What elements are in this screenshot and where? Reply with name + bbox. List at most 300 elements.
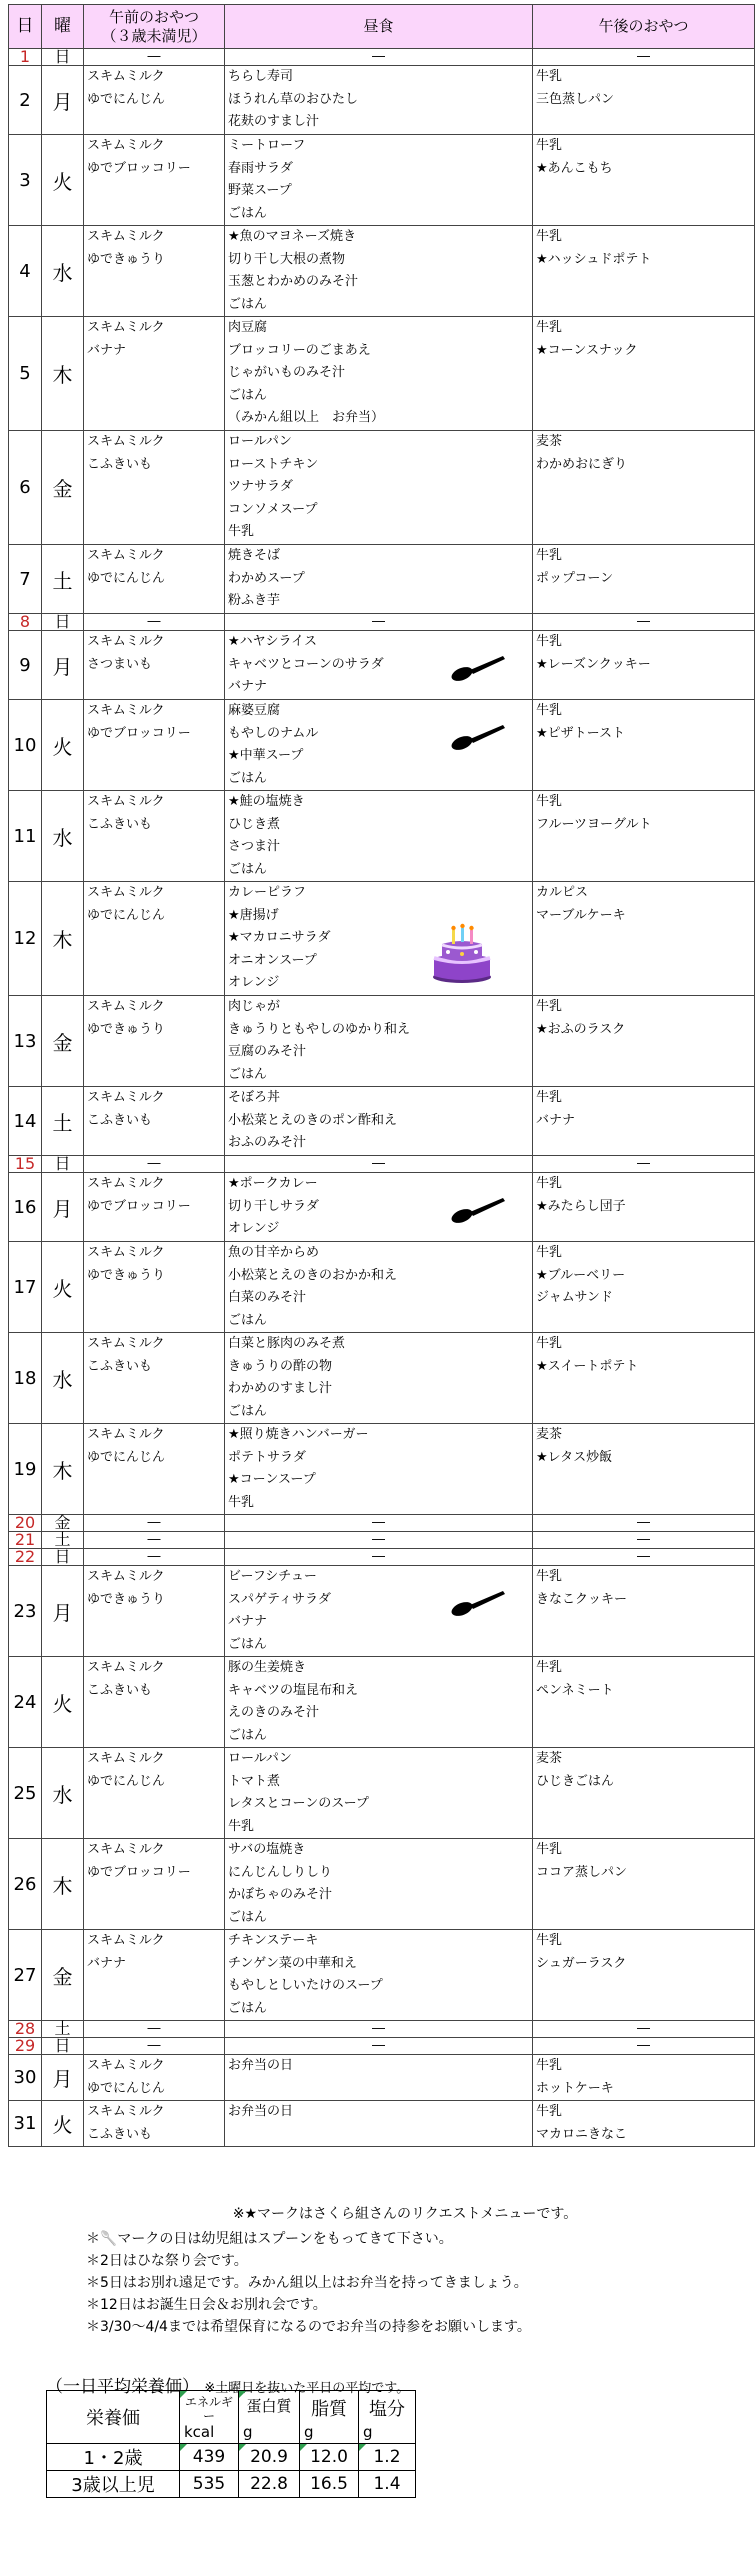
pm-snack-cell bbox=[533, 2055, 755, 2101]
lunch-cell bbox=[225, 791, 533, 882]
day-number: 5 bbox=[9, 317, 42, 431]
lunch-cell bbox=[225, 2055, 533, 2101]
lunch-cell bbox=[225, 1242, 533, 1333]
day-row bbox=[9, 317, 755, 431]
menu-item: ごはん bbox=[228, 1403, 268, 1419]
menu-item: ★マカロニサラダ bbox=[228, 930, 331, 945]
pm-snack-cell bbox=[533, 545, 755, 614]
day-number: 29 bbox=[9, 2038, 42, 2055]
menu-item: ★ハヤシライス bbox=[228, 634, 318, 649]
birthday-cake-icon bbox=[430, 922, 494, 986]
menu-item: ブロッコリーのごまあえ bbox=[228, 342, 371, 358]
lunch-dash: ― bbox=[225, 1532, 533, 1549]
menu-item: ごはん bbox=[228, 2000, 268, 2016]
menu-item: ★あんこもち bbox=[536, 160, 613, 176]
notes bbox=[60, 2203, 750, 2338]
day-number: 20 bbox=[9, 1515, 42, 1532]
header-day: 日 bbox=[9, 5, 42, 49]
nutrition-col-name: エネルギー bbox=[184, 2395, 233, 2423]
am-snack-dash: ― bbox=[84, 2038, 225, 2055]
weekday: 土 bbox=[42, 545, 84, 614]
nutrition-col-salt bbox=[359, 2391, 416, 2444]
spoon-icon bbox=[450, 1588, 506, 1618]
menu-item: ★レタス炒飯 bbox=[536, 1449, 613, 1465]
menu-item: 切り干しサラダ bbox=[228, 1198, 319, 1214]
pm-snack-cell bbox=[533, 1748, 755, 1839]
menu-item: 牛乳 bbox=[228, 1818, 255, 1834]
menu-item: ひじきごはん bbox=[536, 1773, 615, 1789]
menu-item: 肉じゃが bbox=[228, 999, 281, 1014]
menu-item: シュガーラスク bbox=[536, 1955, 627, 1971]
menu-item: 牛乳 bbox=[536, 1245, 563, 1260]
nutrition-col-unit: g bbox=[243, 2423, 253, 2441]
weekday: 月 bbox=[42, 66, 84, 135]
day-number: 23 bbox=[9, 1566, 42, 1657]
am-snack-cell bbox=[84, 1173, 225, 1242]
day-number: 10 bbox=[9, 700, 42, 791]
menu-item: 小松菜とえのきのおかか和え bbox=[228, 1267, 398, 1283]
day-number: 31 bbox=[9, 2101, 42, 2147]
pm-snack-cell bbox=[533, 1839, 755, 1930]
menu-item: ゆでにんじん bbox=[87, 570, 166, 586]
menu-item: スキムミルク bbox=[87, 320, 165, 335]
day-row bbox=[9, 431, 755, 545]
lunch-cell bbox=[225, 700, 533, 791]
spoon-icon bbox=[450, 1195, 506, 1225]
weekday: 日 bbox=[42, 2038, 84, 2055]
nutrition-col-protein bbox=[239, 2391, 300, 2444]
menu-item: ローストチキン bbox=[228, 456, 319, 472]
note-line: ＊3/30～4/4までは希望保育になるのでお弁当の持参をお願いします。 bbox=[86, 2319, 531, 2335]
pm-snack-dash: ― bbox=[533, 49, 755, 66]
weekday: 月 bbox=[42, 1566, 84, 1657]
menu-item: スキムミルク bbox=[87, 1336, 165, 1351]
pm-snack-cell bbox=[533, 631, 755, 700]
menu-item: オレンジ bbox=[228, 1221, 280, 1236]
nutrition-value: 22.8 bbox=[239, 2471, 300, 2498]
menu-item: 牛乳 bbox=[536, 703, 563, 718]
menu-item: スキムミルク bbox=[87, 885, 165, 900]
day-row bbox=[9, 1242, 755, 1333]
menu-item: ゆできゅうり bbox=[87, 1021, 166, 1037]
pm-snack-cell bbox=[533, 66, 755, 135]
pm-snack-dash: ― bbox=[533, 1515, 755, 1532]
menu-item: ひじき煮 bbox=[228, 816, 281, 832]
menu-item: 魚の甘辛からめ bbox=[228, 1245, 320, 1260]
menu-item: ★おふのラスク bbox=[536, 1021, 626, 1037]
menu-item: 牛乳 bbox=[228, 524, 255, 539]
day-number: 24 bbox=[9, 1657, 42, 1748]
pm-snack-cell bbox=[533, 1173, 755, 1242]
header-am-snack-note: （３歳未満児） bbox=[101, 26, 207, 45]
holiday-row bbox=[9, 1156, 755, 1173]
holiday-row bbox=[9, 49, 755, 66]
menu-item: ホットケーキ bbox=[536, 2080, 614, 2096]
nutrition-value: 1.4 bbox=[359, 2471, 416, 2498]
menu-item: きゅうりともやしのゆかり和え bbox=[228, 1021, 411, 1037]
menu-item: 春雨サラダ bbox=[228, 160, 293, 176]
menu-item: こふきいも bbox=[87, 816, 153, 832]
day-row bbox=[9, 135, 755, 226]
nutrition-col-name: 蛋白質 bbox=[246, 2397, 292, 2415]
menu-item: ゆでブロッコリー bbox=[87, 725, 191, 741]
day-row bbox=[9, 1839, 755, 1930]
pm-snack-cell bbox=[533, 1566, 755, 1657]
menu-item: ごはん bbox=[228, 1066, 268, 1082]
menu-item: ごはん bbox=[228, 1909, 268, 1925]
menu-item: トマト煮 bbox=[228, 1773, 281, 1789]
day-row bbox=[9, 631, 755, 700]
menu-item: 焼きそば bbox=[228, 548, 281, 563]
pm-snack-cell bbox=[533, 882, 755, 996]
am-snack-dash: ― bbox=[84, 1549, 225, 1566]
nutrition-value: 1.2 bbox=[359, 2444, 416, 2471]
am-snack-cell bbox=[84, 2055, 225, 2101]
nutrition-value: 439 bbox=[180, 2444, 239, 2471]
lunch-cell bbox=[225, 1657, 533, 1748]
day-number: 26 bbox=[9, 1839, 42, 1930]
weekday: 日 bbox=[42, 614, 84, 631]
menu-item: スキムミルク bbox=[87, 703, 165, 718]
menu-item: おふのみそ汁 bbox=[228, 1135, 307, 1150]
menu-item: ミートローフ bbox=[228, 138, 306, 153]
pm-snack-dash: ― bbox=[533, 1532, 755, 1549]
am-snack-cell bbox=[84, 545, 225, 614]
menu-item: ゆでにんじん bbox=[87, 1773, 166, 1789]
day-row bbox=[9, 1173, 755, 1242]
lunch-dash: ― bbox=[225, 614, 533, 631]
menu-item: お弁当の日 bbox=[228, 2104, 294, 2119]
menu-item: そぼろ丼 bbox=[228, 1090, 281, 1105]
nutrition-col-name: 塩分 bbox=[369, 2399, 405, 2420]
header-am-snack bbox=[84, 5, 225, 49]
weekday: 水 bbox=[42, 791, 84, 882]
day-row bbox=[9, 1930, 755, 2021]
pm-snack-cell bbox=[533, 791, 755, 882]
day-row bbox=[9, 2055, 755, 2101]
weekday: 木 bbox=[42, 882, 84, 996]
menu-item: ロールパン bbox=[228, 1751, 292, 1766]
menu-item: 麦茶 bbox=[536, 1427, 563, 1442]
note-line: ＊🥄マークの日は幼児組はスプーンをもってきて下さい。 bbox=[86, 2231, 453, 2247]
lunch-cell bbox=[225, 631, 533, 700]
nutrition-row bbox=[47, 2471, 416, 2498]
am-snack-cell bbox=[84, 431, 225, 545]
day-number: 14 bbox=[9, 1087, 42, 1156]
weekday: 木 bbox=[42, 317, 84, 431]
menu-item: スキムミルク bbox=[87, 2058, 165, 2073]
am-snack-cell bbox=[84, 1566, 225, 1657]
lunch-dash: ― bbox=[225, 1156, 533, 1173]
menu-item: ツナサラダ bbox=[228, 479, 293, 494]
menu-item: スキムミルク bbox=[87, 2104, 165, 2119]
day-number: 16 bbox=[9, 1173, 42, 1242]
menu-item: スキムミルク bbox=[87, 1090, 165, 1105]
menu-item: 白菜のみそ汁 bbox=[228, 1290, 307, 1305]
menu-item: ゆできゅうり bbox=[87, 1591, 166, 1607]
am-snack-dash: ― bbox=[84, 614, 225, 631]
day-row bbox=[9, 1748, 755, 1839]
menu-item: ★スイートポテト bbox=[536, 1358, 639, 1374]
menu-item: カレーピラフ bbox=[228, 885, 307, 900]
menu-item: 切り干し大根の煮物 bbox=[228, 251, 346, 267]
am-snack-cell bbox=[84, 1242, 225, 1333]
am-snack-cell bbox=[84, 1839, 225, 1930]
menu-item: キャベツとコーンのサラダ bbox=[228, 656, 384, 672]
menu-item: マカロニきなこ bbox=[536, 2126, 628, 2142]
weekday: 火 bbox=[42, 135, 84, 226]
menu-item: ★コーンスナック bbox=[536, 342, 638, 358]
menu-item: きなこクッキー bbox=[536, 1591, 628, 1607]
menu-item: にんじんしりしり bbox=[228, 1864, 333, 1880]
menu-item: ごはん bbox=[228, 205, 268, 221]
nutrition-title: （一日平均栄養価） bbox=[46, 2377, 199, 2397]
day-number: 9 bbox=[9, 631, 42, 700]
menu-item: 麦茶 bbox=[536, 1751, 563, 1766]
weekday: 火 bbox=[42, 1657, 84, 1748]
menu-item: 牛乳 bbox=[228, 1494, 255, 1510]
day-number: 11 bbox=[9, 791, 42, 882]
weekday: 木 bbox=[42, 1424, 84, 1515]
lunch-dash: ― bbox=[225, 1549, 533, 1566]
menu-item: ゆでにんじん bbox=[87, 907, 166, 923]
menu-item: ★コーンスープ bbox=[228, 1472, 316, 1487]
weekday: 水 bbox=[42, 1333, 84, 1424]
menu-item: スキムミルク bbox=[87, 794, 165, 809]
menu-item: こふきいも bbox=[87, 1682, 153, 1698]
lunch-dash: ― bbox=[225, 2038, 533, 2055]
nutrition-table bbox=[46, 2390, 416, 2498]
menu-item: 牛乳 bbox=[536, 320, 563, 335]
day-row bbox=[9, 882, 755, 996]
day-number: 17 bbox=[9, 1242, 42, 1333]
weekday: 月 bbox=[42, 631, 84, 700]
day-number: 7 bbox=[9, 545, 42, 614]
lunch-cell bbox=[225, 1748, 533, 1839]
menu-item: 小松菜とえのきのポン酢和え bbox=[228, 1112, 398, 1128]
holiday-row bbox=[9, 2038, 755, 2055]
menu-item: スキムミルク bbox=[87, 1176, 165, 1191]
menu-item: バナナ bbox=[87, 1955, 127, 1971]
pm-snack-cell bbox=[533, 2101, 755, 2147]
day-number: 6 bbox=[9, 431, 42, 545]
day-number: 12 bbox=[9, 882, 42, 996]
nutrition-col-unit: kcal bbox=[184, 2423, 215, 2441]
menu-item: オレンジ bbox=[228, 975, 280, 990]
weekday: 火 bbox=[42, 2101, 84, 2147]
day-row bbox=[9, 2101, 755, 2147]
pm-snack-cell bbox=[533, 135, 755, 226]
day-row bbox=[9, 1657, 755, 1748]
pm-snack-cell bbox=[533, 1657, 755, 1748]
menu-item: ビーフシチュー bbox=[228, 1569, 317, 1584]
menu-item: 牛乳 bbox=[536, 999, 563, 1014]
day-number: 22 bbox=[9, 1549, 42, 1566]
menu-item: ポテトサラダ bbox=[228, 1449, 306, 1465]
menu-item: ペンネミート bbox=[536, 1682, 614, 1698]
menu-item: 豚の生姜焼き bbox=[228, 1660, 307, 1675]
weekday: 金 bbox=[42, 1515, 84, 1532]
menu-item: 牛乳 bbox=[536, 634, 563, 649]
day-row bbox=[9, 66, 755, 135]
am-snack-cell bbox=[84, 1748, 225, 1839]
am-snack-cell bbox=[84, 700, 225, 791]
pm-snack-dash: ― bbox=[533, 2038, 755, 2055]
menu-item: 牛乳 bbox=[536, 2058, 563, 2073]
day-number: 27 bbox=[9, 1930, 42, 2021]
menu-item: ゆできゅうり bbox=[87, 251, 166, 267]
day-row bbox=[9, 1333, 755, 1424]
pm-snack-dash: ― bbox=[533, 614, 755, 631]
lunch-cell bbox=[225, 135, 533, 226]
menu-item: もやしのナムル bbox=[228, 725, 319, 741]
pm-snack-cell bbox=[533, 1087, 755, 1156]
menu-item: ロールパン bbox=[228, 434, 292, 449]
nutrition-col-unit: g bbox=[363, 2423, 373, 2441]
am-snack-cell bbox=[84, 631, 225, 700]
lunch-cell bbox=[225, 226, 533, 317]
menu-item: バナナ bbox=[536, 1112, 576, 1128]
menu-item: ごはん bbox=[228, 296, 268, 312]
menu-item: スキムミルク bbox=[87, 1933, 165, 1948]
nutrition-value: 20.9 bbox=[239, 2444, 300, 2471]
holiday-row bbox=[9, 1515, 755, 1532]
menu-item: チンゲン菜の中華和え bbox=[228, 1955, 357, 1971]
lunch-cell bbox=[225, 1424, 533, 1515]
menu-item: 牛乳 bbox=[536, 1090, 563, 1105]
menu-item: スキムミルク bbox=[87, 229, 165, 244]
weekday: 日 bbox=[42, 1156, 84, 1173]
day-number: 3 bbox=[9, 135, 42, 226]
lunch-cell bbox=[225, 66, 533, 135]
holiday-row bbox=[9, 1532, 755, 1549]
menu-item: ゆでにんじん bbox=[87, 2080, 166, 2096]
menu-item: ゆでブロッコリー bbox=[87, 160, 191, 176]
menu-item: さつま汁 bbox=[228, 839, 281, 854]
menu-item: 豆腐のみそ汁 bbox=[228, 1044, 307, 1059]
am-snack-cell bbox=[84, 1333, 225, 1424]
am-snack-cell bbox=[84, 791, 225, 882]
pm-snack-dash: ― bbox=[533, 1549, 755, 1566]
menu-item: 三色蒸しパン bbox=[536, 91, 615, 107]
menu-item: 粉ふき芋 bbox=[228, 593, 281, 608]
nutrition-value: 535 bbox=[180, 2471, 239, 2498]
nutrition-header-row bbox=[47, 2391, 416, 2444]
day-number: 8 bbox=[9, 614, 42, 631]
menu-item: 花麸のすまし汁 bbox=[228, 114, 320, 129]
nutrition-row bbox=[47, 2444, 416, 2471]
nutrition-label-header: 栄養価 bbox=[47, 2391, 180, 2444]
lunch-cell bbox=[225, 1566, 533, 1657]
header-lunch: 昼食 bbox=[225, 5, 533, 49]
menu-item: わかめおにぎり bbox=[536, 456, 628, 472]
day-row bbox=[9, 545, 755, 614]
menu-item: ほうれん草のおひたし bbox=[228, 91, 359, 107]
pm-snack-dash: ― bbox=[533, 1156, 755, 1173]
pm-snack-cell bbox=[533, 431, 755, 545]
lunch-dash: ― bbox=[225, 1515, 533, 1532]
menu-item: 牛乳 bbox=[536, 794, 563, 809]
menu-item: スキムミルク bbox=[87, 69, 165, 84]
menu-item: コンソメスープ bbox=[228, 501, 318, 517]
weekday: 日 bbox=[42, 1549, 84, 1566]
menu-item: ★レーズンクッキー bbox=[536, 656, 651, 672]
weekday: 水 bbox=[42, 1748, 84, 1839]
am-snack-cell bbox=[84, 226, 225, 317]
nutrition-row-label: 3歳以上児 bbox=[47, 2471, 180, 2498]
menu-item: ごはん bbox=[228, 770, 268, 786]
menu-item: スキムミルク bbox=[87, 1660, 165, 1675]
menu-item: 麻婆豆腐 bbox=[228, 703, 281, 718]
pm-snack-cell bbox=[533, 1424, 755, 1515]
nutrition-col-fat bbox=[300, 2391, 359, 2444]
menu-body bbox=[9, 49, 755, 2147]
menu-item: もやしとしいたけのスープ bbox=[228, 1978, 383, 1993]
day-number: 4 bbox=[9, 226, 42, 317]
weekday: 金 bbox=[42, 1930, 84, 2021]
menu-item: キャベツの塩昆布和え bbox=[228, 1682, 359, 1698]
pm-snack-cell bbox=[533, 1242, 755, 1333]
menu-item: かぼちゃのみそ汁 bbox=[228, 1887, 333, 1902]
lunch-cell bbox=[225, 1333, 533, 1424]
lunch-dash: ― bbox=[225, 2021, 533, 2038]
menu-item: スキムミルク bbox=[87, 999, 165, 1014]
menu-item: スキムミルク bbox=[87, 1245, 165, 1260]
day-number: 25 bbox=[9, 1748, 42, 1839]
menu-item: ごはん bbox=[228, 1636, 268, 1652]
weekday: 土 bbox=[42, 2021, 84, 2038]
am-snack-cell bbox=[84, 1657, 225, 1748]
nutrition-value: 12.0 bbox=[300, 2444, 359, 2471]
menu-item: スキムミルク bbox=[87, 138, 165, 153]
menu-item: サバの塩焼き bbox=[228, 1842, 306, 1857]
menu-item: 牛乳 bbox=[536, 229, 563, 244]
am-snack-cell bbox=[84, 1424, 225, 1515]
weekday: 土 bbox=[42, 1087, 84, 1156]
lunch-cell bbox=[225, 1839, 533, 1930]
menu-item: ごはん bbox=[228, 1727, 268, 1743]
menu-item: ちらし寿司 bbox=[228, 69, 294, 84]
menu-item: 牛乳 bbox=[536, 69, 563, 84]
menu-item: きゅうりの酢の物 bbox=[228, 1358, 333, 1374]
weekday: 土 bbox=[42, 1532, 84, 1549]
nutrition-row-label: 1・2歳 bbox=[47, 2444, 180, 2471]
am-snack-dash: ― bbox=[84, 1156, 225, 1173]
menu-item: マーブルケーキ bbox=[536, 907, 626, 923]
menu-item: バナナ bbox=[228, 1614, 268, 1629]
am-snack-cell bbox=[84, 882, 225, 996]
lunch-cell bbox=[225, 1930, 533, 2021]
day-number: 30 bbox=[9, 2055, 42, 2101]
menu-item: ★ハッシュドポテト bbox=[536, 251, 652, 267]
menu-item: ゆでにんじん bbox=[87, 91, 166, 107]
day-row bbox=[9, 996, 755, 1087]
menu-item: スキムミルク bbox=[87, 634, 165, 649]
day-row bbox=[9, 1424, 755, 1515]
pm-snack-cell bbox=[533, 317, 755, 431]
menu-item: 麦茶 bbox=[536, 434, 563, 449]
menu-item: こふきいも bbox=[87, 1112, 153, 1128]
menu-item: こふきいも bbox=[87, 2126, 153, 2142]
menu-item: 牛乳 bbox=[536, 1176, 563, 1191]
menu-item: ココア蒸しパン bbox=[536, 1864, 628, 1880]
note-line: ＊5日はお別れ遠足です。みかん組以上はお弁当を持ってきましょう。 bbox=[86, 2275, 528, 2291]
menu-item: スキムミルク bbox=[87, 1842, 165, 1857]
menu-item: スキムミルク bbox=[87, 1569, 165, 1584]
menu-item: ゆでにんじん bbox=[87, 1449, 166, 1465]
menu-item: ★ポークカレー bbox=[228, 1176, 318, 1191]
menu-item: ★みたらし団子 bbox=[536, 1198, 626, 1214]
